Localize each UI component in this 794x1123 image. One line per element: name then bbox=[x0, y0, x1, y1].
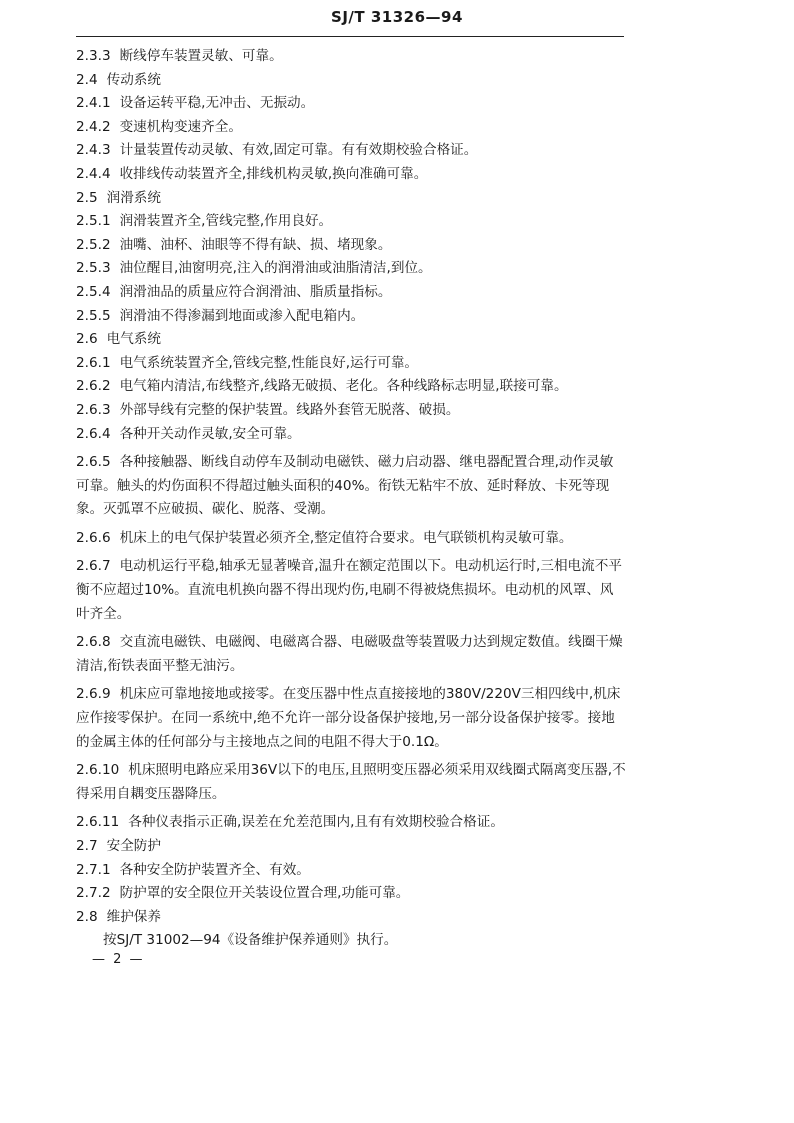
clause-item bbox=[76, 69, 626, 93]
clause-text: 电气系统装置齐全,管线完整,性能良好,运行可靠。 bbox=[119, 354, 419, 371]
clause-item bbox=[76, 555, 626, 626]
clause-number: 2.6.8 bbox=[76, 634, 111, 651]
clause-text: 断线停车装置灵敏、可靠。 bbox=[119, 48, 283, 64]
clause-number: 2.6.11 bbox=[76, 814, 120, 831]
clause-number: 2.7.1 bbox=[76, 861, 111, 878]
clause-item bbox=[76, 45, 626, 69]
clause-item bbox=[76, 281, 626, 305]
clause-number: 2.6.4 bbox=[76, 425, 111, 442]
clause-number: 2.5.3 bbox=[76, 260, 111, 277]
clause-number: 2.6 bbox=[76, 331, 98, 348]
clause-item bbox=[76, 187, 626, 211]
clause-item bbox=[76, 527, 626, 551]
clause-item bbox=[76, 92, 626, 116]
clause-number: 2.4.2 bbox=[76, 118, 111, 135]
clause-number: 2.6.1 bbox=[76, 354, 111, 371]
clause-text: 维护保养 bbox=[106, 908, 161, 925]
clause-number: 2.5 bbox=[76, 189, 98, 206]
clause-number: 2.6.6 bbox=[76, 529, 111, 546]
clause-number: 2.4 bbox=[76, 71, 98, 88]
clause-text: 传动系统 bbox=[106, 71, 161, 88]
clause-text: 润滑系统 bbox=[106, 189, 161, 206]
clause-item bbox=[76, 163, 626, 187]
clause-text: 润滑装置齐全,管线完整,作用良好。 bbox=[119, 213, 333, 230]
header-rule bbox=[76, 36, 624, 37]
document-code: SJ/T 31326—94 bbox=[331, 8, 463, 26]
clause-number: 2.7.2 bbox=[76, 885, 111, 902]
clause-item bbox=[76, 882, 626, 906]
clause-item bbox=[76, 210, 626, 234]
clause-number: 2.6.2 bbox=[76, 378, 111, 395]
clause-number: 2.6.7 bbox=[76, 558, 111, 575]
clause-number: 2.7 bbox=[76, 838, 98, 854]
clause-text: 润滑油品的质量应符合润滑油、脂质量指标。 bbox=[119, 283, 392, 300]
clause-number: 2.6.3 bbox=[76, 401, 111, 418]
clause-item bbox=[76, 683, 626, 754]
clause-text: 设备运转平稳,无冲击、无振动。 bbox=[119, 95, 315, 112]
clause-number: 2.5.2 bbox=[76, 236, 111, 253]
clause-text: 安全防护 bbox=[106, 838, 161, 854]
clause-text: 计量装置传动灵敏、有效,固定可靠。有有效期校验合格证。 bbox=[119, 142, 478, 159]
clause-item bbox=[76, 859, 626, 883]
clause-text: 各种安全防护装置齐全、有效。 bbox=[119, 861, 310, 878]
clause-text: 各种开关动作灵敏,安全可靠。 bbox=[119, 425, 301, 442]
document-body bbox=[76, 45, 626, 953]
clause-item bbox=[76, 906, 626, 930]
clause-item bbox=[76, 328, 626, 352]
clause-text: 电气箱内清洁,布线整齐,线路无破损、老化。各种线路标志明显,联接可靠。 bbox=[119, 378, 568, 395]
clause-number: 2.3.3 bbox=[76, 48, 111, 64]
clause-item bbox=[76, 375, 626, 399]
clause-text: 油位醒目,油窗明亮,注入的润滑油或油脂清洁,到位。 bbox=[119, 260, 432, 277]
page-number: — 2 — bbox=[92, 952, 145, 967]
clause-text: 变速机构变速齐全。 bbox=[119, 118, 242, 135]
clause-text: 机床应可靠地接地或接零。在变压器中性点直接接地的380V/220V三相四线中,机床应作接零保护。在同一系统中,绝不允许一部分设备保护接地,另一部分设备保护接零。接地的金属主体的任何部分与主接地点之间的电阻不得大于0.1Ω。 bbox=[76, 686, 621, 750]
clause-item bbox=[76, 759, 626, 806]
clause-number: 2.6.10 bbox=[76, 762, 120, 779]
clause-text: 机床上的电气保护装置必须齐全,整定值符合要求。电气联锁机构灵敏可靠。 bbox=[119, 529, 573, 546]
clause-item bbox=[76, 631, 626, 678]
clause-item bbox=[76, 116, 626, 140]
clause-text: 交直流电磁铁、电磁阀、电磁离合器、电磁吸盘等装置吸力达到规定数值。线圈干燥清洁,衔铁表面平整无油污。 bbox=[76, 634, 623, 674]
clause-number: 2.4.4 bbox=[76, 165, 111, 182]
clause-text: 电动机运行平稳,轴承无显著噪音,温升在额定范围以下。电动机运行时,三相电流不平衡不应超过10%。直流电机换向器不得出现灼伤,电刷不得被烧焦损坏。电动机的风罩、风叶齐全。 bbox=[76, 558, 622, 622]
clause-number: 2.8 bbox=[76, 908, 98, 925]
clause-item bbox=[76, 139, 626, 163]
clause-number: 2.6.5 bbox=[76, 454, 111, 471]
clause-text: 防护罩的安全限位开关装设位置合理,功能可靠。 bbox=[119, 885, 410, 902]
clause-item bbox=[76, 451, 626, 522]
clause-text: 收排线传动装置齐全,排线机构灵敏,换向准确可靠。 bbox=[119, 165, 428, 182]
clause-number: 2.6.9 bbox=[76, 686, 111, 703]
clause-number: 2.4.1 bbox=[76, 95, 111, 112]
clause-item bbox=[76, 811, 626, 835]
clause-item bbox=[76, 399, 626, 423]
clause-text: 各种接触器、断线自动停车及制动电磁铁、磁力启动器、继电器配置合理,动作灵敏可靠。触头的灼伤面积不得超过触头面积的40%。衔铁无粘牢不放、延时释放、卡死等现象。灭弧罩不应破损、碳化、脱落、受潮。 bbox=[76, 454, 614, 518]
clause-number: 2.5.4 bbox=[76, 283, 111, 300]
clause-item bbox=[76, 257, 626, 281]
clause-text: 机床照明电路应采用36V以下的电压,且照明变压器必须采用双线圈式隔离变压器,不得采用自耦变压器降压。 bbox=[76, 762, 626, 802]
clause-item bbox=[76, 835, 626, 859]
clause-item bbox=[76, 423, 626, 447]
clause-item bbox=[76, 234, 626, 258]
clause-number: 2.5.5 bbox=[76, 307, 111, 324]
clause-text: 电气系统 bbox=[106, 331, 161, 348]
clause-text: 各种仪表指示正确,误差在允差范围内,且有有效期校验合格证。 bbox=[128, 814, 504, 831]
clause-number: 2.4.3 bbox=[76, 142, 111, 159]
clause-item bbox=[76, 305, 626, 329]
closing-text: 按SJ/T 31002—94《设备维护保养通则》执行。 bbox=[103, 932, 398, 949]
clause-text: 润滑油不得渗漏到地面或渗入配电箱内。 bbox=[119, 307, 365, 324]
clause-text: 油嘴、油杯、油眼等不得有缺、损、堵现象。 bbox=[119, 236, 392, 253]
clause-number: 2.5.1 bbox=[76, 213, 111, 230]
clause-item bbox=[76, 352, 626, 376]
clause-text: 外部导线有完整的保护装置。线路外套管无脱落、破损。 bbox=[119, 401, 460, 418]
